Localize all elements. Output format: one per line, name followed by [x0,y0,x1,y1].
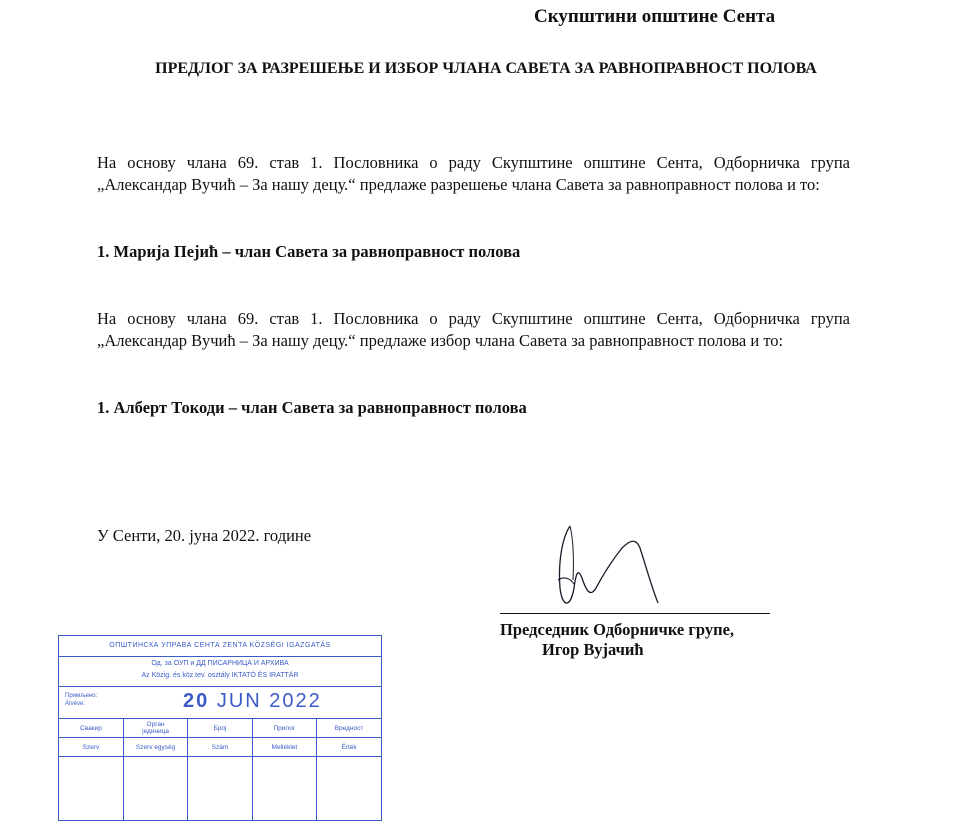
place-date: У Сенти, 20. јуна 2022. године [97,526,312,545]
stamp-cell [59,757,123,821]
election-item: 1. Алберт Токоди – члан Савета за равноправност полова [97,398,527,417]
stamp-header: Број [188,719,252,738]
stamp-header: Прилог [252,719,316,738]
document-title: ПРЕДЛОГ ЗА РАЗРЕШЕЊЕ И ИЗБОР ЧЛАНА САВЕТА ЗА РАВНОПРАВНОСТ ПОЛОВА [155,60,817,77]
registry-stamp [58,635,382,821]
stamp-office-line: ОПШТИНСКА УПРАВА СЕНТА ZENTA KÖZSÉGI IGAZGATÁS [59,636,381,657]
stamp-header: Szám [188,738,252,757]
stamp-header: Érték [317,738,381,757]
stamp-divider [59,686,381,687]
handwritten-signature [540,518,680,618]
stamp-received-label: Примљено: Átvéve: [65,693,98,707]
stamp-header: Орган јединица [123,719,187,738]
stamp-cell [123,757,187,821]
stamp-date [183,690,322,713]
stamp-department-line-hu: Az Közig. és köz.tev. osztály IKTATÓ ÉS IRATTÁR [141,672,299,679]
stamp-date-month: JUN [216,690,262,712]
stamp-date-year: 2022 [269,690,322,712]
stamp-grid [59,718,381,820]
stamp-cell [188,757,252,821]
paragraph-election: На основу члана 69. став 1. Пословника о раду Скупштине општине Сента, Одборничка група „Александар Вучић – За нашу децу.“ предлаже избор члана Савета за равноправност полова и то: [97,309,850,350]
stamp-header: Melléklet [252,738,316,757]
stamp-header: Вредност [317,719,381,738]
stamp-department-line: Од. за ОУП и ДД ПИСАРНИЦА И АРХИВА [151,660,289,667]
stamp-cell [317,757,381,821]
stamp-header: Szerv egység [123,738,187,757]
signatory-name: Игор Вујачић [542,640,644,659]
signature-line [500,613,770,614]
stamp-header: Szerv [59,738,123,757]
signatory-title: Председник Одборничке групе, [500,620,735,639]
paragraph-dismissal: На основу члана 69. став 1. Пословника о раду Скупштине општине Сента, Одборничка група „Александар Вучић – За нашу децу.“ предлаже разрешење члана Савета за равноправност полова и то: [97,153,850,194]
stamp-header: Свакир [59,719,123,738]
dismissal-item: 1. Марија Пејић – члан Савета за равноправност полова [97,242,521,261]
recipient-heading: Скупштини општине Сента [534,6,776,27]
stamp-cell [252,757,316,821]
stamp-date-day: 20 [183,690,210,712]
